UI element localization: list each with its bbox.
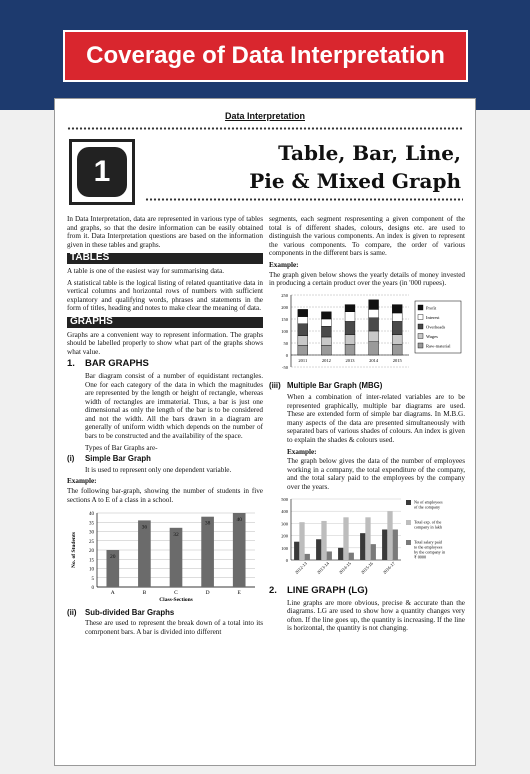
chapter-number: 1 xyxy=(77,147,127,197)
stacked-segment xyxy=(369,309,379,317)
y-tick-label: 15 xyxy=(89,558,94,564)
multiple-bar-chart xyxy=(269,494,465,580)
bar-data-label: 20 xyxy=(110,554,116,561)
stacked-segment xyxy=(392,304,402,312)
y-tick-label: -50 xyxy=(282,364,288,370)
book-page xyxy=(54,98,476,766)
grouped-bar xyxy=(327,552,332,561)
stacked-segment xyxy=(298,309,308,316)
y-tick-label: 25 xyxy=(89,539,94,545)
example-label-left: Example: xyxy=(67,477,97,486)
y-tick-label: 150 xyxy=(281,316,288,322)
grouped-bar xyxy=(305,554,310,560)
bar xyxy=(201,517,214,587)
x-tick-label: 2012-13 xyxy=(293,561,309,576)
x-tick-label: 2011 xyxy=(298,357,308,363)
grouped-bar xyxy=(299,523,304,561)
subdivided-bar-paragraph: These are used to represent the break down of a total into its comrponent bars. A bar is divided into different xyxy=(85,619,263,636)
y-tick-label: 100 xyxy=(281,546,288,552)
bar-data-label: 40 xyxy=(236,517,242,524)
bar-data-label: 36 xyxy=(141,524,148,531)
y-tick-label: 5 xyxy=(91,576,94,582)
x-tick-label: D xyxy=(205,590,210,597)
y-tick-label: 0 xyxy=(285,352,288,358)
stacked-segment xyxy=(345,321,355,334)
legend-label: Total salary paid xyxy=(414,539,442,545)
stacked-segment xyxy=(392,321,402,334)
bar-graphs-heading xyxy=(67,360,263,369)
grouped-bar xyxy=(393,530,398,561)
legend-label: No of employees xyxy=(414,499,443,505)
line-graph-number: 2. xyxy=(269,585,277,597)
x-tick-label: 2016-17 xyxy=(381,561,397,576)
legend-label: ₹ 0000 xyxy=(414,554,427,560)
grouped-bar xyxy=(338,548,343,560)
line-graph-heading xyxy=(269,587,465,596)
bar-graphs-title: BAR GRAPHS xyxy=(85,358,149,370)
example-paragraph-left: The following bar-graph, showing the number of students in five sections A to E of a class in a school. xyxy=(67,487,263,504)
simple-bar-paragraph: It is used to represent only one dependent variable. xyxy=(85,465,232,474)
stacked-segment xyxy=(392,344,402,355)
stacked-segment xyxy=(345,304,355,311)
bar xyxy=(233,513,246,587)
legend-swatch xyxy=(418,305,423,310)
intro-paragraph: In Data Interpretation, data are represented in various type of tables and graphs, so that the desire information can be easily obtained from it. Data Interpretation questions are based on the information given in these tables and graphs. xyxy=(67,215,263,249)
simple-bar-chart xyxy=(67,507,263,603)
banner xyxy=(63,30,468,82)
legend-label: Raw-material xyxy=(426,343,451,349)
chapter-title-line2: Pie & Mixed Graph xyxy=(249,169,461,193)
x-tick-label: E xyxy=(237,590,241,597)
y-tick-label: 30 xyxy=(89,530,94,536)
chapter-title-line1: Table, Bar, Line, xyxy=(278,141,461,165)
subdivided-bar-number: (ii) xyxy=(67,607,77,617)
bar-graphs-paragraph: Bar diagram consist of a number of equidistant rectangles. One for each category of the data in which the magnitudes are represented by the length or height of rectangle, whereas width of rectangles are immaterial. Thus, a bar is just one dimensional as only the length of the bar is to be considered and not the width. All the bars drawn in a diagram are generally of uniform width which depends on the number of bars to be constructed and the availability of the space. xyxy=(85,371,263,441)
stacked-segment xyxy=(369,300,379,310)
line-graph-title: LINE GRAPH (LG) xyxy=(287,585,368,597)
dotted-rule-bottom xyxy=(145,197,463,202)
graphs-paragraph: Graphs are a convenient way to represent information. The graphs should be labelled properly to show what part of the graphs shows what value. xyxy=(67,330,263,356)
segments-paragraph: segments, each segment respresenting a given component of the total is of different shades, colours, designs etc. are used to distinguish the various components. An index is given to represent the various components. To compare, the order of various components in the different bars is same. xyxy=(269,215,465,258)
stacked-segment xyxy=(298,316,308,323)
x-tick-label: 2014-15 xyxy=(337,561,353,576)
x-tick-label: C xyxy=(174,590,178,597)
y-axis-label: No. of Students xyxy=(71,532,77,569)
chapter-number-box xyxy=(69,139,135,205)
legend-label: Total exp. of the xyxy=(414,519,442,525)
example-label-right-2: Example: xyxy=(287,447,317,456)
graphs-heading: GRAPHS xyxy=(67,317,263,328)
x-tick-label: A xyxy=(110,590,115,597)
dotted-rule-top xyxy=(67,126,463,131)
subdivided-bar-title: Sub-divided Bar Graphs xyxy=(85,607,175,617)
y-tick-label: 0 xyxy=(285,558,288,564)
x-tick-label: 2015-16 xyxy=(359,561,375,576)
grouped-bar xyxy=(343,518,348,561)
legend-label: Overheads xyxy=(426,324,446,330)
stacked-segment xyxy=(392,334,402,344)
grouped-bar xyxy=(387,512,392,561)
legend-label: to the employees xyxy=(414,544,443,550)
stacked-segment xyxy=(345,334,355,344)
grouped-bar xyxy=(382,530,387,561)
stacked-segment xyxy=(321,326,331,337)
legend-label: by the company in xyxy=(414,549,446,555)
grouped-bar xyxy=(321,521,326,560)
y-tick-label: 250 xyxy=(281,292,288,298)
legend-swatch xyxy=(418,314,423,319)
grouped-bar xyxy=(316,540,321,561)
legend-label: Wages xyxy=(426,333,438,339)
tables-paragraph-1: A table is one of the easiest way for summarising data. xyxy=(67,266,225,275)
y-tick-label: 100 xyxy=(281,328,288,334)
multiple-bar-title: Multiple Bar Graph (MBG) xyxy=(287,381,383,391)
grouped-bar xyxy=(365,518,370,561)
legend-swatch xyxy=(406,500,411,505)
stacked-segment xyxy=(345,344,355,355)
example-label-right: Example: xyxy=(269,260,299,269)
legend-swatch xyxy=(418,324,423,329)
simple-bar-heading xyxy=(67,455,263,464)
bar-graphs-number: 1. xyxy=(67,358,75,370)
stacked-segment xyxy=(298,345,308,355)
stacked-segment xyxy=(298,324,308,336)
multiple-bar-number: (iii) xyxy=(269,381,281,391)
subdivided-bar-chart xyxy=(269,291,465,377)
chapter-title xyxy=(249,139,461,195)
x-tick-label: B xyxy=(142,590,147,597)
x-tick-label: 2013-14 xyxy=(315,561,331,576)
example-paragraph-right: The graph given below shows the yearly details of money invested in producing a certain product over the years (in '000 rupees). xyxy=(269,270,465,288)
stacked-segment xyxy=(321,337,331,345)
y-tick-label: 50 xyxy=(283,340,288,346)
stacked-segment xyxy=(369,318,379,331)
x-axis-label: Class-Sections xyxy=(159,597,193,604)
x-tick-label: 2014 xyxy=(369,357,379,363)
left-column xyxy=(67,215,263,640)
bar-data-label: 32 xyxy=(173,532,179,539)
grouped-bar xyxy=(360,534,365,561)
x-tick-label: 2012 xyxy=(321,357,331,363)
y-tick-label: 400 xyxy=(281,509,288,515)
line-graph-paragraph: Line graphs are more obvious, precise & accurate than the diagrams. LG are used to show how a quantity changes very often. If the line goes up, the quantity is increasing. If the line is horizontal, the quantity is not changing. xyxy=(287,598,465,633)
grouped-bar xyxy=(349,553,354,560)
running-head: Data Interpretation xyxy=(224,111,305,121)
stacked-segment xyxy=(369,331,379,342)
multiple-bar-paragraph: When a combination of inter-related variables are to be represented graphically, multiple bar diagrams are used. These are extended form of simple bar diagrams. In M.B.G. many aspects of the data are presented simultaneously with separated bars of various shades of colours. An index is given to explain the shades & colours used. xyxy=(287,392,465,444)
y-tick-label: 35 xyxy=(89,521,94,527)
banner-title: Coverage of Data Interpretation xyxy=(86,42,445,69)
y-tick-label: 0 xyxy=(91,586,94,592)
legend-swatch xyxy=(418,343,423,348)
stacked-segment xyxy=(369,342,379,355)
legend-label: of the company xyxy=(414,504,441,510)
stacked-segment xyxy=(345,312,355,322)
stacked-segment xyxy=(298,336,308,346)
tables-paragraph-2: A statistical table is the logical listing of related quantitative data in vertical columns and horizontal rows of numbers with sufficient explantory and qualifying words, phrases and statements in the form of titles, heading and notes to make clear the meaning of data. xyxy=(67,278,263,313)
stacked-segment xyxy=(321,319,331,326)
simple-bar-number: (i) xyxy=(67,454,75,464)
y-tick-label: 300 xyxy=(281,521,288,527)
legend-swatch xyxy=(406,540,411,545)
stacked-segment xyxy=(392,313,402,321)
tables-heading: TABLES xyxy=(67,253,263,264)
multiple-bar-example: The graph below gives the data of the number of employees working in a company, the total expenditure of the company, and the total salary paid to the employees by the company over the years. xyxy=(287,457,465,491)
grouped-bar xyxy=(294,542,299,560)
x-tick-label: 2015 xyxy=(392,357,402,363)
stacked-segment xyxy=(321,312,331,319)
grouped-bar xyxy=(371,545,376,561)
y-tick-label: 40 xyxy=(89,512,94,518)
y-tick-label: 10 xyxy=(89,567,94,573)
simple-bar-title: Simple Bar Graph xyxy=(85,454,151,464)
legend-label: Profit xyxy=(426,305,437,311)
x-tick-label: 2013 xyxy=(345,357,355,363)
right-column xyxy=(269,215,465,636)
multiple-bar-heading xyxy=(269,382,465,391)
y-tick-label: 500 xyxy=(281,497,288,503)
legend-swatch xyxy=(418,333,423,338)
y-tick-label: 20 xyxy=(89,549,94,555)
legend-label: Interest xyxy=(426,314,440,320)
legend-label: company in lakh xyxy=(414,524,442,530)
subdivided-bar-heading xyxy=(67,609,263,618)
y-tick-label: 200 xyxy=(281,304,288,310)
stacked-segment xyxy=(321,345,331,355)
bar-data-label: 38 xyxy=(204,520,211,527)
bar-types-line: Types of Bar Graphs are- xyxy=(85,443,158,452)
legend-swatch xyxy=(406,520,411,525)
y-tick-label: 200 xyxy=(281,534,288,540)
